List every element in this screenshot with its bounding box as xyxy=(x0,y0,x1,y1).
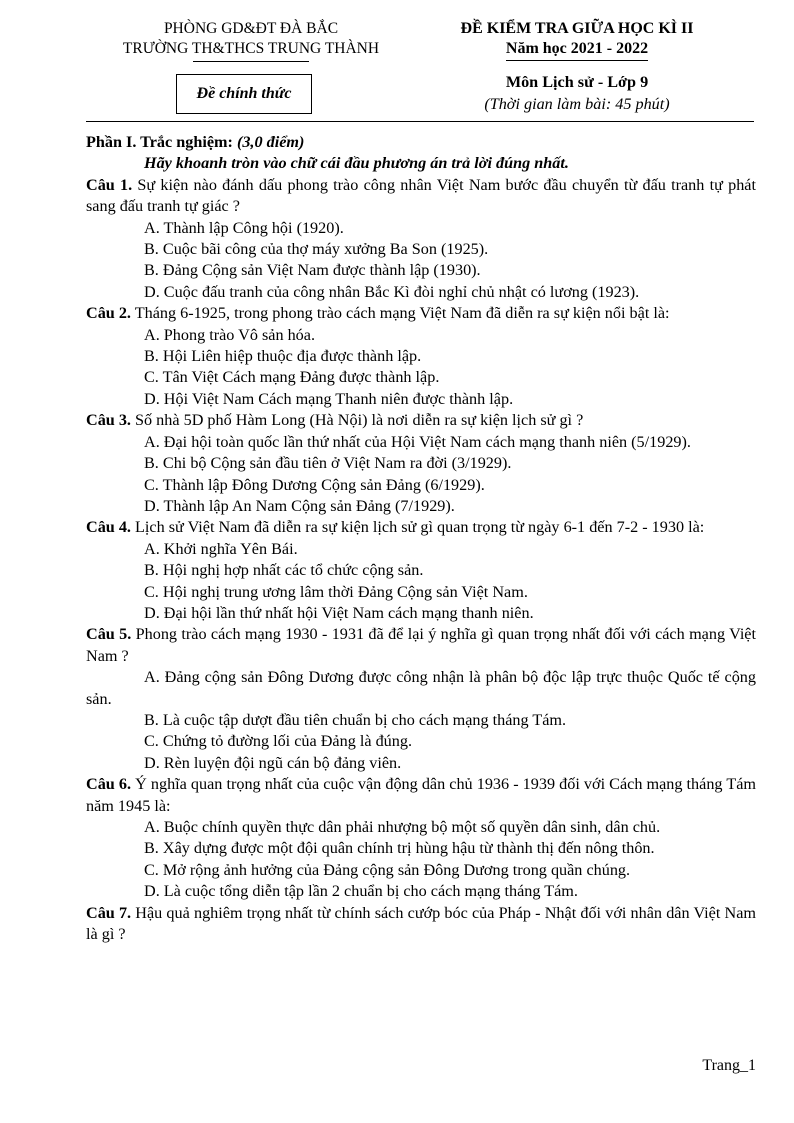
question-text: Sự kiện nào đánh dấu phong trào công nhân Việt Nam bước đầu chuyển từ đấu tranh tự phát sang đấu tranh tự giác ? xyxy=(86,175,756,216)
exam-header xyxy=(415,19,739,61)
answer-option[interactable]: B. Đảng Cộng sản Việt Nam được thành lập (1930). xyxy=(144,261,481,280)
answer-option[interactable]: C. Mở rộng ảnh hưởng của Đảng cộng sản Đông Dương trong quần chúng. xyxy=(144,860,631,879)
question xyxy=(86,517,756,538)
answer-option[interactable]: B. Hội Liên hiệp thuộc địa được thành lập. xyxy=(144,347,422,366)
exam-body xyxy=(86,132,756,945)
school-header xyxy=(100,19,402,62)
answer-option[interactable]: C. Hội nghị trung ương lâm thời Đảng Cộng sản Việt Nam. xyxy=(144,582,528,601)
question xyxy=(86,410,756,431)
question-text: Số nhà 5D phố Hàm Long (Hà Nội) là nơi diễn ra sự kiện lịch sử gì ? xyxy=(130,411,584,430)
answer-option[interactable]: A. Đại hội toàn quốc lần thứ nhất của Hội Việt Nam cách mạng thanh niên (5/1929). xyxy=(144,432,691,451)
question-text: Lịch sử Việt Nam đã diễn ra sự kiện lịch sử gì quan trọng từ ngày 6-1 đến 7-2 - 1930 là: xyxy=(130,518,705,537)
question-label: Câu 7. xyxy=(86,903,132,922)
answer-option[interactable]: B. Xây dựng được một đội quân chính trị hùng hậu từ thành thị đến nông thôn. xyxy=(144,839,655,858)
part-instruction: Hãy khoanh tròn vào chữ cái đầu phương án trả lời đúng nhất. xyxy=(144,154,569,173)
answer-option[interactable]: D. Là cuộc tổng diễn tập lần 2 chuẩn bị cho cách mạng tháng Tám. xyxy=(144,882,578,901)
question-label: Câu 6. xyxy=(86,775,132,794)
subject-grade: Môn Lịch sử - Lớp 9 xyxy=(505,73,649,91)
page-number: Trang_1 xyxy=(702,1057,756,1074)
question-text: Ý nghĩa quan trọng nhất của cuộc vận động dân chủ 1936 - 1939 đối với Cách mạng tháng Tám năm 1945 là: xyxy=(86,775,756,815)
question-text: Hậu quả nghiêm trọng nhất từ chính sách cướp bóc của Pháp - Nhật đối với nhân dân Việt Nam là gì ? xyxy=(86,903,756,944)
question xyxy=(86,303,756,324)
answer-option[interactable]: A. Buộc chính quyền thực dân phải nhượng bộ một số quyền dân sinh, dân chủ. xyxy=(144,818,661,836)
question-text: Tháng 6-1925, trong phong trào cách mạng Việt Nam đã diễn ra sự kiện nổi bật là: xyxy=(130,304,670,323)
official-exam-box xyxy=(176,74,312,114)
school-name: TRƯỜNG TH&THCS TRUNG THÀNH xyxy=(122,40,380,57)
answer-option[interactable]: B. Cuộc bãi công của thợ máy xưởng Ba Son (1925). xyxy=(144,240,489,259)
question xyxy=(86,624,756,667)
question-label: Câu 5. xyxy=(86,625,132,644)
part-title: Phần I. Trắc nghiệm: xyxy=(86,133,237,151)
answer-option[interactable]: C. Chứng tỏ đường lối của Đảng là đúng. xyxy=(144,732,412,751)
school-name-underline xyxy=(193,61,309,62)
answer-option[interactable]: D. Rèn luyện đội ngũ cán bộ đảng viên. xyxy=(144,753,402,772)
exam-duration: (Thời gian làm bài: 45 phút) xyxy=(484,95,670,113)
official-exam-label: Đề chính thức xyxy=(196,85,292,103)
exam-title: ĐỀ KIỂM TRA GIỮA HỌC KÌ II xyxy=(460,20,694,37)
answer-option[interactable]: A. Đảng cộng sản Đông Dương được công nhận là phân bộ độc lập trực thuộc Quốc tế cộng sản. xyxy=(86,668,756,708)
school-year: Năm học 2021 - 2022 xyxy=(506,39,648,61)
answer-option[interactable]: B. Là cuộc tập dượt đầu tiên chuẩn bị cho cách mạng tháng Tám. xyxy=(144,710,567,729)
question-label: Câu 3. xyxy=(86,411,131,430)
question-label: Câu 1. xyxy=(86,175,133,194)
part-heading xyxy=(86,132,756,153)
question xyxy=(86,175,756,218)
subject-info xyxy=(415,71,739,115)
answer-option[interactable]: B. Hội nghị hợp nhất các tổ chức cộng sản. xyxy=(144,561,424,580)
answer-option[interactable]: A. Phong trào Vô sản hóa. xyxy=(144,325,316,344)
question-text: Phong trào cách mạng 1930 - 1931 đã để lại ý nghĩa gì quan trọng nhất đối với cách mạng Việt Nam ? xyxy=(86,625,756,665)
question xyxy=(86,774,756,817)
question-label: Câu 2. xyxy=(86,304,131,323)
answer-option[interactable]: A. Khởi nghĩa Yên Bái. xyxy=(144,539,298,558)
answer-option[interactable]: B. Chi bộ Cộng sản đầu tiên ở Việt Nam ra đời (3/1929). xyxy=(144,454,512,473)
answer-option[interactable]: D. Thành lập An Nam Cộng sản Đảng (7/1929). xyxy=(144,496,455,515)
part-points: (3,0 điểm) xyxy=(236,133,305,151)
answer-option[interactable]: C. Thành lập Đông Dương Cộng sản Đảng (6/1929). xyxy=(144,475,485,494)
question-label: Câu 4. xyxy=(86,518,131,537)
question xyxy=(86,903,756,946)
answer-option[interactable]: D. Cuộc đấu tranh của công nhân Bắc Kì đòi nghỉ chủ nhật có lương (1923). xyxy=(144,282,640,301)
answer-option[interactable]: D. Hội Việt Nam Cách mạng Thanh niên được thành lập. xyxy=(144,389,514,408)
answer-option[interactable]: C. Tân Việt Cách mạng Đảng được thành lập. xyxy=(144,368,440,387)
answer-option[interactable]: A. Thành lập Công hội (1920). xyxy=(144,218,344,237)
department-name: PHÒNG GD&ĐT ĐÀ BẮC xyxy=(163,20,339,37)
answer-option[interactable]: D. Đại hội lần thứ nhất hội Việt Nam cách mạng thanh niên. xyxy=(144,603,534,622)
header-divider xyxy=(86,121,754,122)
